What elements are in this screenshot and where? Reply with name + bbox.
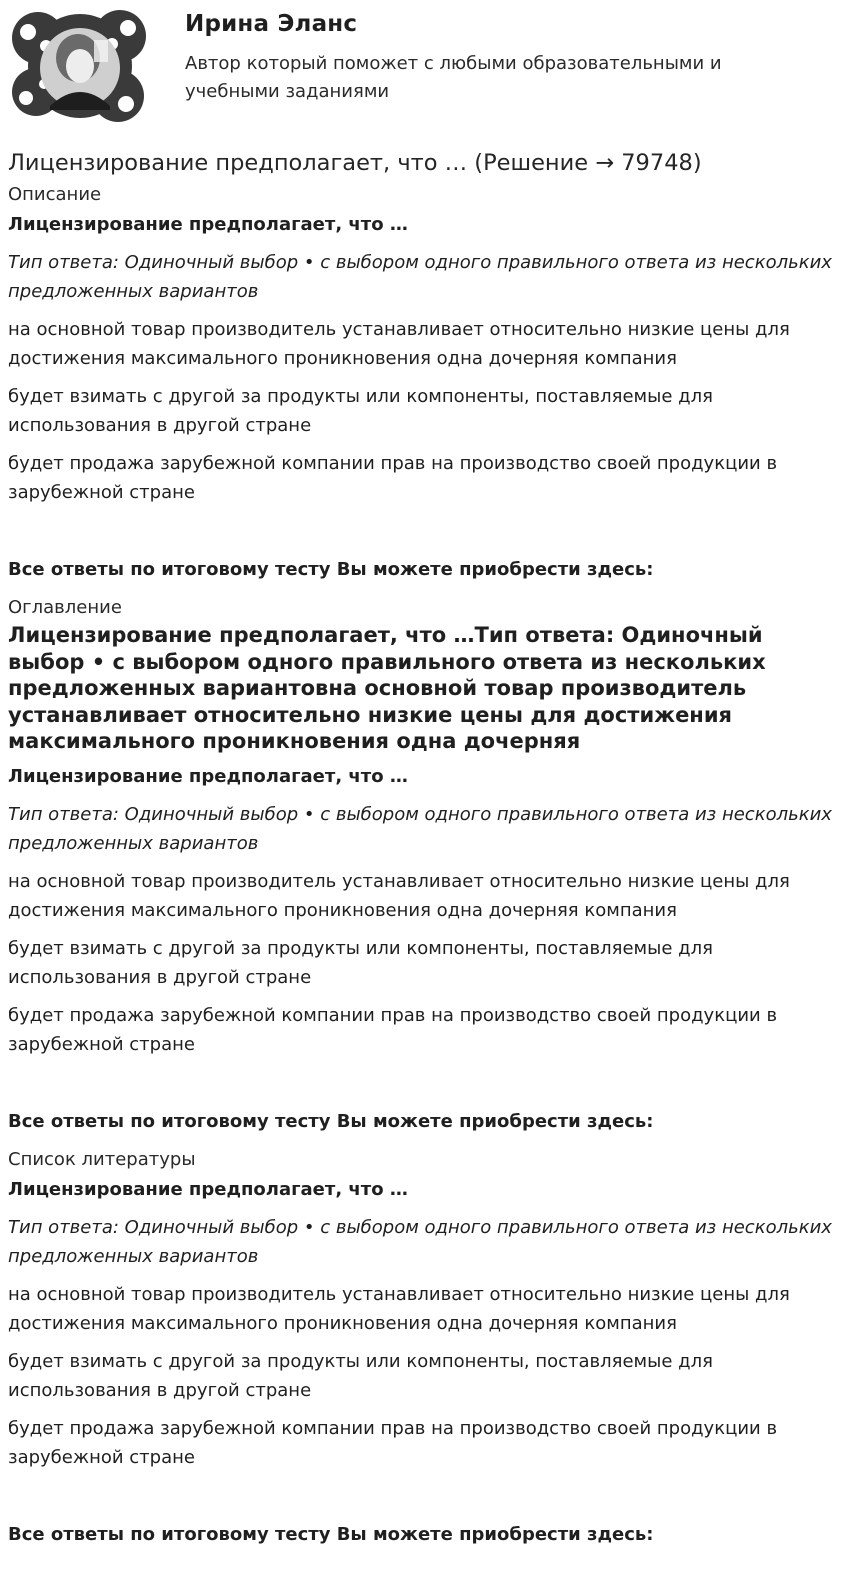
- purchase-link-text[interactable]: Все ответы по итоговому тесту Вы можете приобрести здесь:: [8, 559, 654, 580]
- purchase-link-text[interactable]: Все ответы по итоговому тесту Вы можете приобрести здесь:: [8, 1523, 654, 1545]
- answer-type: Тип ответа: Одиночный выбор • с выбором одного правильного ответа из нескольких предложенных вариантов: [8, 252, 832, 302]
- contents-heading: Лицензирование предполагает, что …Тип ответа: Одиночный выбор • с выбором одного правильного ответа из нескольких предложенных вариантовна основной товар производитель устанавливает относительно низкие цены для достижения максимального проникновения одна дочерняя: [8, 623, 766, 753]
- answer-type: Тип ответа: Одиночный выбор • с выбором одного правильного ответа из нескольких предложенных вариантов: [8, 803, 832, 854]
- answer-option: на основной товар производитель устанавливает относительно низкие цены для достижения максимального проникновения одна дочерняя компания: [8, 1283, 790, 1334]
- answer-option: будет продажа зарубежной компании прав на производство своей продукции в зарубежной стране: [8, 1004, 778, 1055]
- answer-option: на основной товар производитель устанавливает относительно низкие цены для достижения максимального проникновения одна дочерняя компания: [8, 870, 790, 921]
- section-label-description: Описание: [8, 184, 102, 205]
- section-label-contents: Оглавление: [8, 597, 122, 618]
- question-text: Лицензирование предполагает, что …: [8, 1178, 408, 1200]
- answer-option: будет продажа зарубежной компании прав на производство своей продукции в зарубежной стране: [8, 453, 778, 503]
- question-text: Лицензирование предполагает, что …: [8, 214, 408, 235]
- purchase-link-text[interactable]: Все ответы по итоговому тесту Вы можете приобрести здесь:: [8, 1110, 654, 1132]
- page-title: Лицензирование предполагает, что … (Решение → 79748): [8, 150, 702, 176]
- article: [8, 146, 838, 1548]
- answer-option: будет взимать с другой за продукты или компоненты, поставляемые для использования в другой стране: [8, 1350, 713, 1401]
- answer-option: будет продажа зарубежной компании прав на производство своей продукции в зарубежной стране: [8, 1417, 778, 1468]
- answer-option: на основной товар производитель устанавливает относительно низкие цены для достижения максимального проникновения одна дочерняя компания: [8, 319, 790, 369]
- film-reel-avatar-image: [8, 6, 152, 126]
- answer-type: Тип ответа: Одиночный выбор • с выбором одного правильного ответа из нескольких предложенных вариантов: [8, 1216, 832, 1267]
- question-text: Лицензирование предполагает, что …: [8, 765, 408, 787]
- section-label-references: Список литературы: [8, 1148, 196, 1170]
- avatar: [8, 6, 152, 126]
- answer-option: будет взимать с другой за продукты или компоненты, поставляемые для использования в другой стране: [8, 386, 713, 436]
- author-description: Автор который поможет с любыми образовательными и учебными заданиями: [185, 53, 722, 102]
- author-card: [0, 0, 847, 130]
- answer-option: будет взимать с другой за продукты или компоненты, поставляемые для использования в другой стране: [8, 937, 713, 988]
- author-name[interactable]: Ирина Эланс: [185, 11, 358, 37]
